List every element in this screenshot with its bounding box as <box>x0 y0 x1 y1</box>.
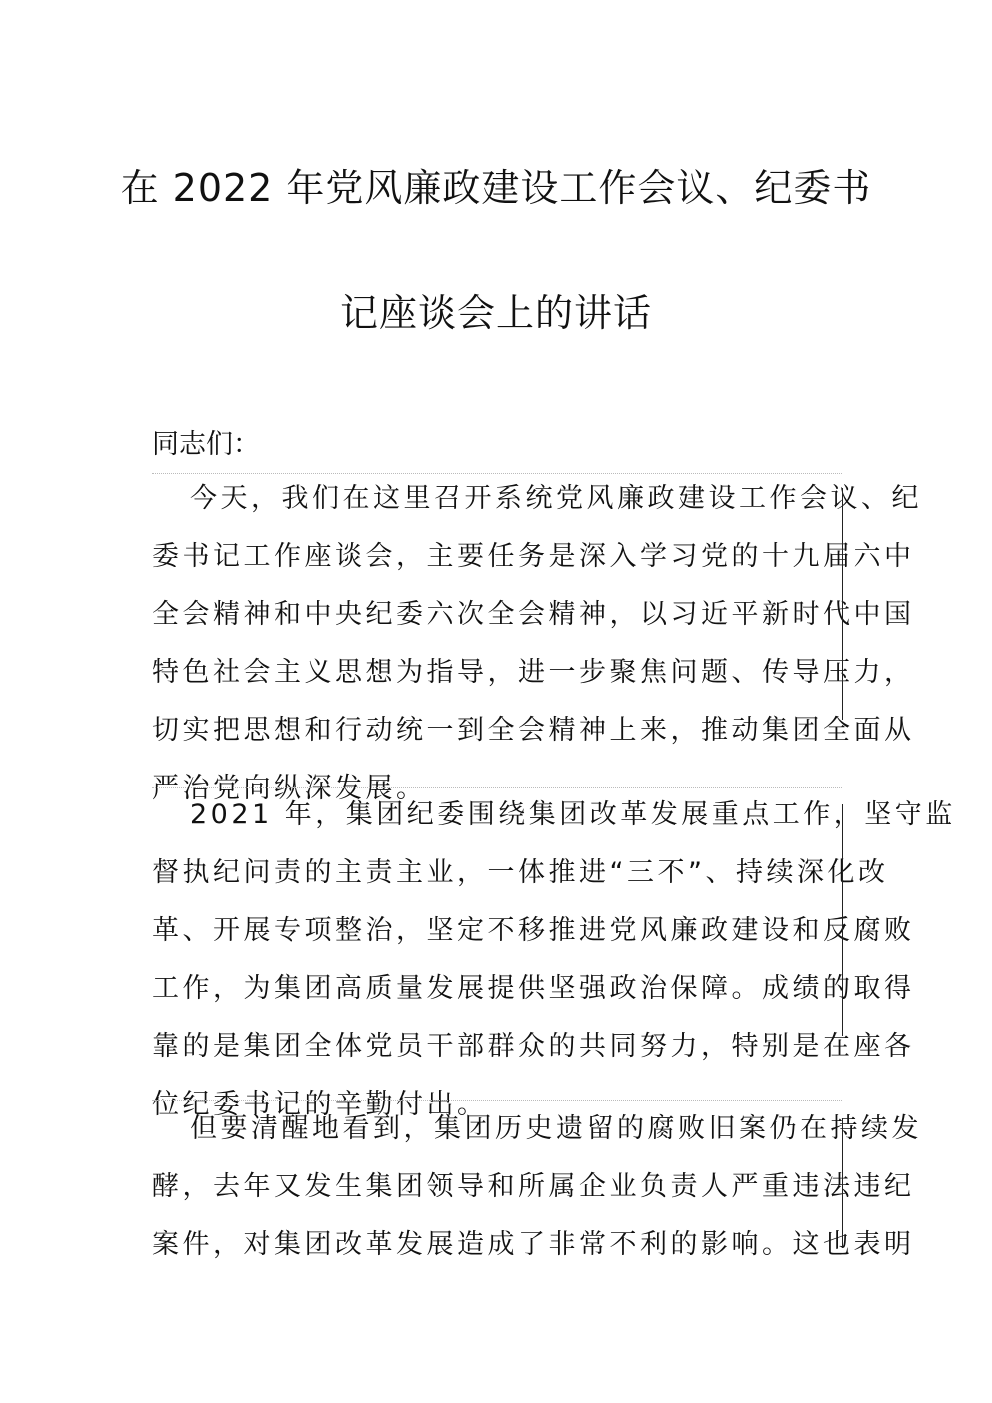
paragraph-line: 严治党向纵深发展。 <box>152 773 427 804</box>
paragraph-line: 2021 年，集团纪委围绕集团改革发展重点工作，坚守监 <box>190 799 956 830</box>
paragraph-line: 特色社会主义思想为指导，进一步聚焦问题、传导压力， <box>152 657 915 688</box>
salutation: 同志们： <box>152 429 260 460</box>
margin-rule <box>842 804 843 1036</box>
title-line-2: 记座谈会上的讲话 <box>339 291 652 335</box>
paragraph-line: 案件，对集团改革发展造成了非常不利的影响。这也表明 <box>152 1229 915 1260</box>
margin-rule <box>842 1118 843 1248</box>
paragraph-line: 革、开展专项整治，坚定不移推进党风廉政建设和反腐败 <box>152 915 915 946</box>
paragraph-line: 靠的是集团全体党员干部群众的共同努力，特别是在座各 <box>152 1031 915 1062</box>
paragraph-line: 委书记工作座谈会，主要任务是深入学习党的十九届六中 <box>152 541 915 572</box>
paragraph-line: 但要清醒地看到，集团历史遗留的腐败旧案仍在持续发 <box>190 1113 922 1144</box>
paragraph-line: 切实把思想和行动统一到全会精神上来，推动集团全面从 <box>152 715 915 746</box>
title-line-1: 在 2022 年党风廉政建设工作会议、纪委书 <box>120 166 872 210</box>
paragraph-line: 工作，为集团高质量发展提供坚强政治保障。成绩的取得 <box>152 973 915 1004</box>
paragraph-2 <box>152 786 956 1134</box>
paragraph-line: 全会精神和中央纪委六次全会精神，以习近平新时代中国 <box>152 599 915 630</box>
paragraph-3 <box>152 1100 922 1274</box>
paragraph-1 <box>152 470 922 818</box>
paragraph-line: 今天，我们在这里召开系统党风廉政建设工作会议、纪 <box>190 483 922 514</box>
paragraph-line: 酵，去年又发生集团领导和所属企业负责人严重违法违纪 <box>152 1171 915 1202</box>
paragraph-line: 督执纪问责的主责主业，一体推进“三不”、持续深化改 <box>152 857 889 888</box>
paragraph-line: 位纪委书记的辛勤付出。 <box>152 1089 488 1120</box>
margin-rule <box>842 488 843 720</box>
